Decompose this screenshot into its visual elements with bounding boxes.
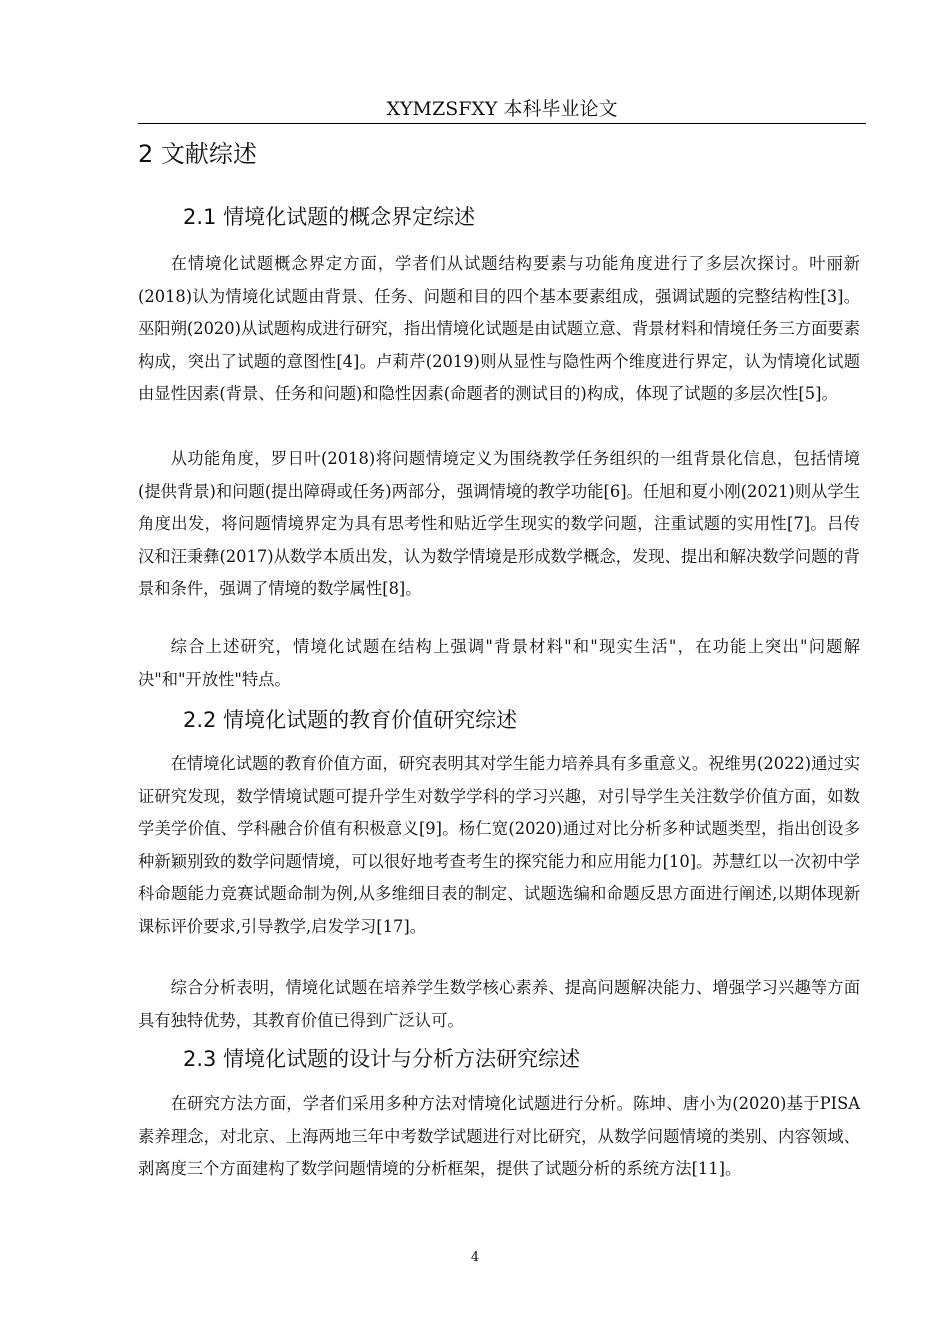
page-number: 4 — [470, 1250, 480, 1265]
body-paragraph: 在情境化试题概念界定方面，学者们从试题结构要素与功能角度进行了多层次探讨。叶丽新(2018)认为情境化试题由背景、任务、问题和目的四个基本要素组成，强调试题的完整结构性[3]。巫阳朔(2020)从试题构成进行研究，指出情境化试题是由试题立意、背景材料和情境任务三方面要素构成，突出了试题的意图性[4]。卢莉芹(2019)则从显性与隐性两个维度进行界定，认为情境化试题由显性因素(背景、任务和问题)和隐性因素(命题者的测试目的)构成，体现了试题的多层次性[5]。 — [138, 254, 860, 404]
page-header: XYMZSFXY 本科毕业论文 — [386, 98, 618, 120]
section-heading: 2.2 情境化试题的教育价值研究综述 — [183, 708, 518, 732]
chapter-title: 2 文献综述 — [138, 140, 257, 168]
section-heading: 2.1 情境化试题的概念界定综述 — [183, 205, 476, 229]
header-rule — [138, 123, 866, 124]
body-paragraph: 在研究方法方面，学者们采用多种方法对情境化试题进行分析。陈坤、唐小为(2020)基于PISA素养理念，对北京、上海两地三年中考数学试题进行对比研究，从数学问题情境的类别、内容领域、剥离度三个方面建构了数学问题情境的分析框架，提供了试题分析的系统方法[11]。 — [138, 1094, 860, 1179]
section-heading: 2.3 情境化试题的设计与分析方法研究综述 — [183, 1047, 581, 1071]
body-paragraph: 从功能角度，罗日叶(2018)将问题情境定义为围绕教学任务组织的一组背景化信息，包括情境(提供背景)和问题(提出障碍或任务)两部分，强调情境的教学功能[6]。任旭和夏小刚(2021)则从学生角度出发，将问题情境界定为具有思考性和贴近学生现实的数学问题，注重试题的实用性[7]。吕传汉和汪秉彝(2017)从数学本质出发，认为数学情境是形成数学概念，发现、提出和解决数学问题的背景和条件，强调了情境的数学属性[8]。 — [138, 449, 860, 599]
body-paragraph: 综合上述研究，情境化试题在结构上强调"背景材料"和"现实生活"，在功能上突出"问题解决"和"开放性"特点。 — [138, 637, 860, 689]
body-paragraph: 在情境化试题的教育价值方面，研究表明其对学生能力培养具有多重意义。祝维男(2022)通过实证研究发现，数学情境试题可提升学生对数学学科的学习兴趣，对引导学生关注数学价值方面，如数学美学价值、学科融合价值有积极意义[9]。杨仁宽(2020)通过对比分析多种试题类型，指出创设多种新颖别致的数学问题情境，可以很好地考查考生的探究能力和应用能力[10]。苏慧红以一次初中学科命题能力竞赛试题命制为例,从多维细目表的制定、试题选编和命题反思方面进行阐述,以期体现新课标评价要求,引导教学,启发学习[17]。 — [138, 754, 860, 936]
body-paragraph: 综合分析表明，情境化试题在培养学生数学核心素养、提高问题解决能力、增强学习兴趣等方面具有独特优势，其教育价值已得到广泛认可。 — [138, 978, 860, 1030]
